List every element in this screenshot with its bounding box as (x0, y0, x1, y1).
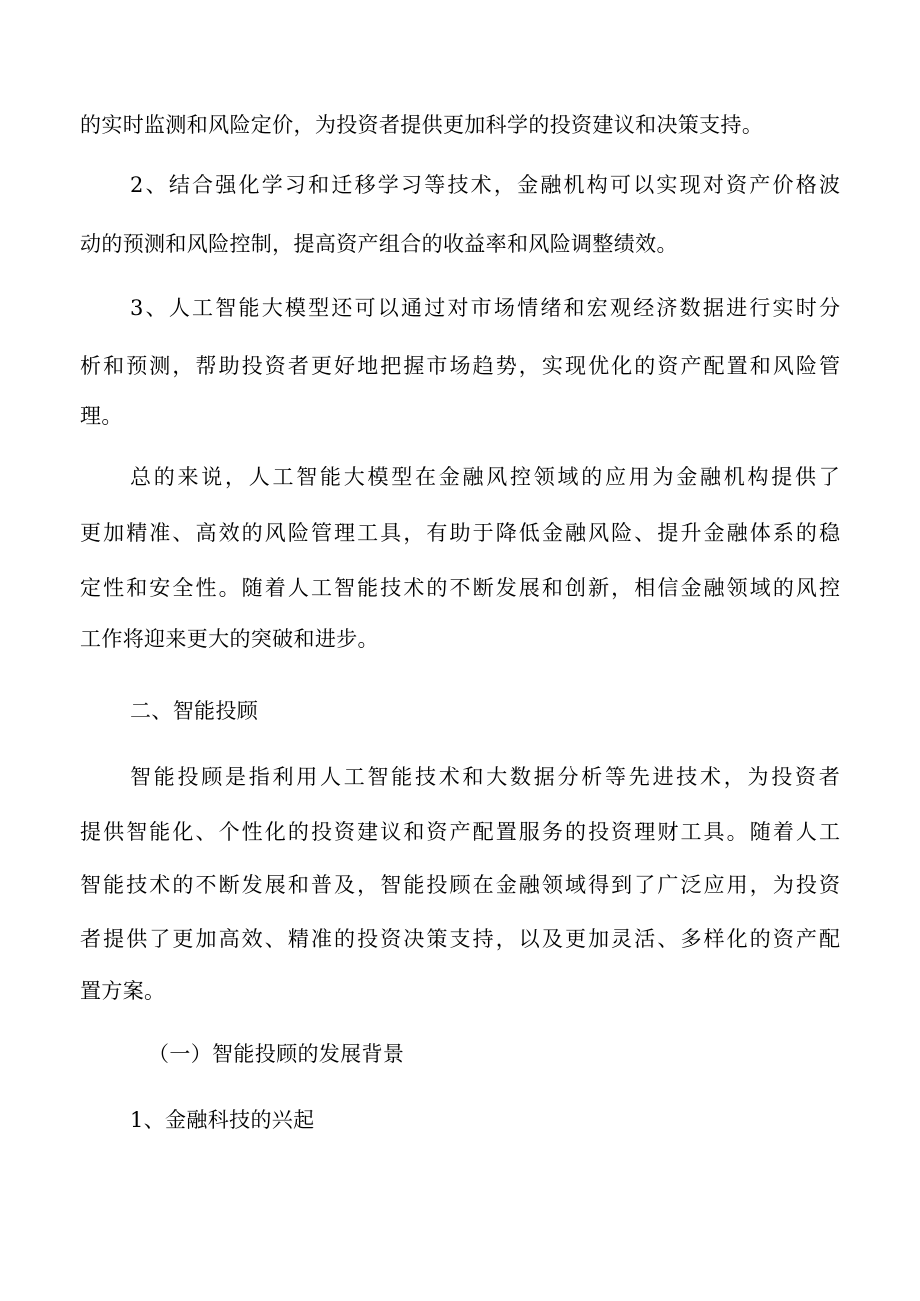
subsection-heading: （一）智能投顾的发展背景 (148, 1042, 405, 1066)
paragraph-line: 提 供 智 能 化 、 个 性 化 的 投 资 建 议 和 资 产 配 置 服 务 的 投 资 理 财 工 具 。 随 着 人 工 (80, 820, 840, 844)
section-heading: 二、智能投顾 (130, 699, 259, 723)
paragraph-line: 置方案。 (80, 979, 166, 1003)
item-heading: 1、金融科技的兴起 (130, 1108, 315, 1132)
paragraph-line: 析 和 预 测 ， 帮 助 投 资 者 更 好 地 把 握 市 场 趋 势 ， 实 现 优 化 的 资 产 配 置 和 风 险 管 (80, 354, 840, 378)
paragraph-line: 总 的 来 说 ， 人 工 智 能 大 模 型 在 金 融 风 控 领 域 的 应 用 为 金 融 机 构 提 供 了 (130, 465, 840, 489)
paragraph-line: 工作将迎来更大的突破和进步。 (80, 627, 379, 651)
paragraph-line: 2 、 结 合 强 化 学 习 和 迁 移 学 习 等 技 术 ， 金 融 机 构 可 以 实 现 对 资 产 价 格 波 (130, 173, 840, 197)
paragraph-line: 3 、 人 工 智 能 大 模 型 还 可 以 通 过 对 市 场 情 绪 和 宏 观 经 济 数 据 进 行 实 时 分 (130, 296, 840, 320)
paragraph-line: 更 加 精 准 、 高 效 的 风 险 管 理 工 具 ， 有 助 于 降 低 金 融 风 险 、 提 升 金 融 体 系 的 稳 (80, 521, 840, 545)
paragraph-line: 动的预测和风险控制，提高资产组合的收益率和风险调整绩效。 (80, 232, 678, 256)
paragraph-line: 定 性 和 安 全 性 。 随 着 人 工 智 能 技 术 的 不 断 发 展 和 创 新 ， 相 信 金 融 领 域 的 风 控 (80, 576, 840, 600)
paragraph-line: 者 提 供 了 更 加 高 效 、 精 准 的 投 资 决 策 支 持 ， 以 及 更 加 灵 活 、 多 样 化 的 资 产 配 (80, 927, 840, 951)
paragraph-line: 理。 (80, 404, 123, 428)
paragraph-line: 智 能 投 顾 是 指 利 用 人 工 智 能 技 术 和 大 数 据 分 析 等 先 进 技 术 ， 为 投 资 者 (130, 765, 840, 789)
paragraph-line: 智 能 技 术 的 不 断 发 展 和 普 及 ， 智 能 投 顾 在 金 融 领 域 得 到 了 广 泛 应 用 ， 为 投 资 (80, 873, 840, 897)
paragraph-line: 的实时监测和风险定价，为投资者提供更加科学的投资建议和决策支持。 (80, 113, 764, 137)
